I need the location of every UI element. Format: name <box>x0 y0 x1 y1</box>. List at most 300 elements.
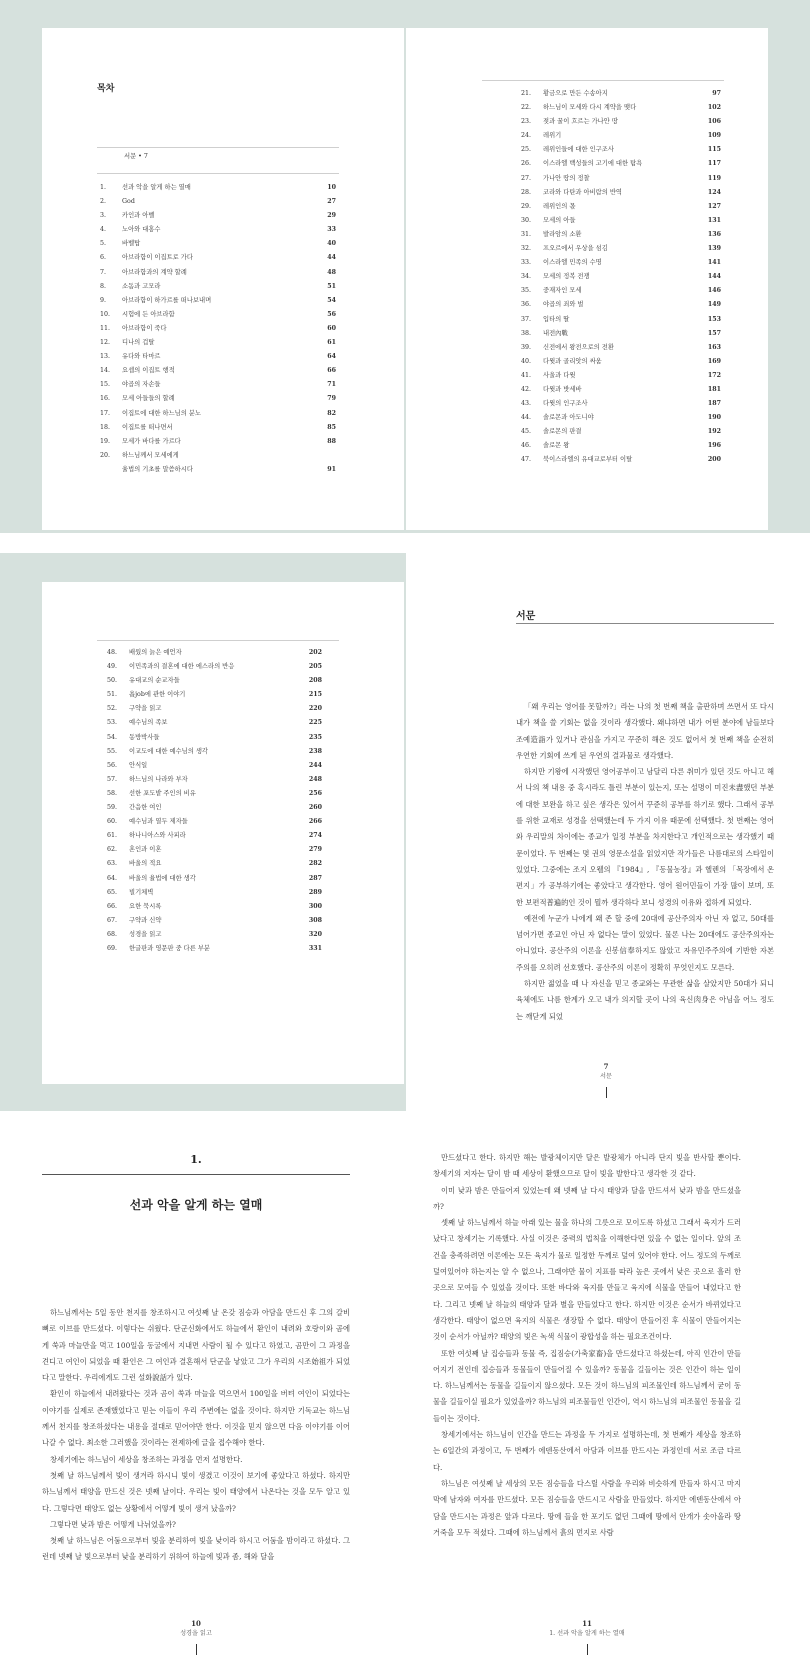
toc-entry-page: 97 <box>712 90 721 97</box>
toc-entry-page: 29 <box>327 212 336 220</box>
toc-entry-title: 중재자인 모세 <box>543 287 582 295</box>
chapter-page-right <box>405 1118 810 1668</box>
paragraph: 「왜 우리는 영어를 못할까?」라는 나의 첫 번째 책을 출판하며 쓰면서 또 다시 내가 책을 쓸 기회는 없을 것이라 생각했다. 왜냐하면 내가 어떤 분야에 남들보다 조예造詣가 있거나 관심을 가지고 꾸준히 해온 것도 없어서 첫 번째 책을 순전히 우연한 기회에 쓰게 된 우연의 결과물로 생각했다. <box>516 702 774 760</box>
toc-entry-number: 9. <box>100 296 107 304</box>
toc-entry-title: 발라암의 소환 <box>543 230 582 238</box>
toc-entry-number: 2. <box>100 198 107 206</box>
toc-entry-title: 하나니아스와 사피라 <box>129 832 186 840</box>
preface-heading: 서문 <box>516 611 536 622</box>
toc-entry-number: 42. <box>521 385 532 393</box>
toc-entry-title: 입타의 딸 <box>543 315 570 323</box>
toc-entry-title: 다윗의 인구조사 <box>543 400 588 408</box>
toc-entry-page: 181 <box>707 385 721 393</box>
toc-entry-title: 선과 악을 알게 하는 열매 <box>122 184 191 191</box>
toc-entry-title: 아브라함과의 계약 할례 <box>122 268 187 276</box>
toc-entry-page: 169 <box>707 357 721 365</box>
toc-entry-number: 20. <box>100 451 111 459</box>
toc-entry-page: 196 <box>707 442 721 450</box>
toc-entry-page: 106 <box>707 118 721 126</box>
toc-entry-page: 91 <box>327 465 336 473</box>
paragraph: 창세기에는 하느님이 세상을 창조하는 과정을 먼저 설명한다. <box>50 1454 243 1464</box>
toc-entry-page: 61 <box>327 339 336 347</box>
toc-entry-title: 코라와 다탄과 아비람의 반역 <box>543 188 622 196</box>
toc-entry-title: 야곱의 죄와 벌 <box>543 301 584 309</box>
chapter-body-left <box>42 1305 350 1566</box>
toc-entry-number: 57. <box>107 775 118 783</box>
toc-entry-page: 163 <box>707 343 721 351</box>
chapter-page-left <box>0 1118 405 1668</box>
toc-entry[interactable] <box>107 787 322 801</box>
toc-entry-title: 한글판과 영문판 중 다른 부분 <box>129 944 210 952</box>
toc-entry-number: 7. <box>100 268 107 276</box>
toc-entry-title: 구약과 신약 <box>129 916 162 924</box>
toc-entry-number: 63. <box>107 860 118 868</box>
toc-entry-title: 욥job에 관한 이야기 <box>129 691 186 699</box>
paragraph: 첫째 날 하느님께서 빛이 생겨라 하시니 빛이 생겼고 이것이 보기에 좋았다고 하셨다. 하지만 하느님께서 태양을 만드신 것은 넷째 날이다. 우리는 빛이 태양에서 나온다는 것을 모두 알고 있다. 그렇다면 태양도 없는 상황에서 어떻게 빛이 생겨 났을까? <box>42 1470 350 1513</box>
toc-entry-page: 279 <box>308 846 322 854</box>
toc-entry[interactable] <box>100 421 336 435</box>
toc-entry[interactable] <box>521 369 721 383</box>
toc-entry-title: 레위인의 몫 <box>543 202 576 210</box>
toc-entry[interactable] <box>521 214 721 228</box>
toc-entry-number: 36. <box>521 301 532 309</box>
toc-entry-number: 52. <box>107 705 118 713</box>
toc-entry-page: 102 <box>707 104 721 112</box>
toc-entry-page: 27 <box>327 198 336 206</box>
running-header: 서문 <box>600 1073 612 1080</box>
toc-entry-number: 4. <box>100 226 107 234</box>
toc-entry[interactable] <box>100 449 336 463</box>
toc-title: 목차 <box>97 84 115 94</box>
toc-entry[interactable] <box>107 759 322 773</box>
right-folio <box>517 1618 657 1655</box>
toc-entry-page: 220 <box>308 705 322 713</box>
toc-entry-page: 33 <box>327 226 336 234</box>
toc-entry[interactable] <box>100 378 336 392</box>
toc-entry-page: 187 <box>707 400 721 408</box>
toc-entry[interactable] <box>521 284 721 298</box>
toc-entry[interactable] <box>100 223 336 237</box>
toc-entry[interactable] <box>107 886 322 900</box>
toc-entry-page: 139 <box>707 245 721 253</box>
toc-entry-number: 21. <box>521 90 532 97</box>
toc-entry-page: 79 <box>327 395 336 403</box>
toc-entry[interactable] <box>107 857 322 871</box>
toc-entry-page: 282 <box>308 860 322 868</box>
toc-entry-title: 아브라함이 죽다 <box>122 324 167 332</box>
toc-entry-page: 71 <box>327 381 336 389</box>
toc-entry-number: 47. <box>521 456 532 464</box>
toc-entry[interactable] <box>107 801 322 815</box>
toc-entry-number: 5. <box>100 240 107 248</box>
toc-entry[interactable] <box>521 411 721 425</box>
toc-entry-title: 성경을 읽고 <box>129 930 162 938</box>
toc-entry[interactable] <box>107 646 322 660</box>
toc-entry[interactable] <box>521 341 721 355</box>
toc-entry-title: 솔로몬과 아도니야 <box>543 414 594 422</box>
folio-tick <box>606 1087 607 1098</box>
toc-entry-title: 하느님의 나라와 부자 <box>129 775 188 783</box>
toc-entry-title: 바울의 적요 <box>129 860 162 868</box>
chapter-title: 선과 악을 알게 하는 열매 <box>129 1198 263 1212</box>
toc-entry[interactable] <box>521 143 721 157</box>
toc-entry[interactable] <box>100 463 336 477</box>
toc-page-right <box>406 28 768 530</box>
toc-entry[interactable] <box>100 364 336 378</box>
toc-entry-number: 18. <box>100 423 111 431</box>
toc-entry-number: 55. <box>107 747 118 755</box>
toc-entry-title: 간음한 여인 <box>129 804 162 812</box>
paragraph: 이미 낮과 밤은 만들어져 있었는데 왜 넷째 날 다시 태양과 달을 만드셔서 낮과 밤을 만드셨을까? <box>433 1185 741 1211</box>
toc-entry-page: 208 <box>308 677 322 685</box>
toc-entry-title: 이집트에 대한 하느님의 분노 <box>122 409 201 417</box>
toc-entry[interactable] <box>521 242 721 256</box>
toc-preface-label: 서문 • 7 <box>124 153 148 160</box>
toc-entry-number: 48. <box>107 649 118 656</box>
toc-entry-number: 64. <box>107 874 118 882</box>
toc-entry-number: 33. <box>521 259 532 267</box>
toc-entry-page: 202 <box>308 649 322 656</box>
toc-entry-number: 24. <box>521 132 532 140</box>
toc-entry-title: 프오르에서 우상을 섬김 <box>543 245 608 253</box>
toc-entry-page: 51 <box>327 282 336 290</box>
toc-entry[interactable] <box>100 280 336 294</box>
toc-entry-number: 44. <box>521 414 532 422</box>
toc-entry[interactable] <box>521 355 721 369</box>
toc-entry-number: 58. <box>107 789 118 797</box>
toc-list-left <box>100 181 336 477</box>
toc-entry[interactable] <box>100 266 336 280</box>
toc-entry-title: 모세 아들들의 할례 <box>122 395 175 403</box>
toc-entry[interactable] <box>100 251 336 265</box>
toc-entry-number: 68. <box>107 930 118 938</box>
toc-entry[interactable] <box>521 298 721 312</box>
page-number: 7 <box>603 1062 609 1071</box>
toc-entry-page: 248 <box>308 775 322 783</box>
preface-body <box>516 699 774 1025</box>
toc-entry-title: 이집트를 떠나면서 <box>122 423 173 431</box>
toc-entry[interactable] <box>521 439 721 453</box>
toc-entry-page: 88 <box>327 437 336 445</box>
toc-entry-number: 45. <box>521 428 532 436</box>
toc-entry[interactable] <box>100 392 336 406</box>
toc-entry-number: 50. <box>107 677 118 685</box>
toc-entry-title: 모세의 정복 전쟁 <box>543 273 590 281</box>
toc-entry-page: 144 <box>707 273 721 281</box>
toc-entry-page: 260 <box>308 804 322 812</box>
toc-entry-title: 솔로몬 왕 <box>543 442 570 450</box>
toc-entry-page: 192 <box>707 428 721 436</box>
chapter-rule <box>42 1174 350 1175</box>
toc-entry[interactable] <box>521 228 721 242</box>
running-header: 성경을 읽고 <box>180 1630 212 1637</box>
toc-entry[interactable] <box>107 731 322 745</box>
toc-entry[interactable] <box>107 900 322 914</box>
toc-preface-entry[interactable] <box>124 150 314 164</box>
toc-entry-title: 젖과 꿀이 흐르는 가나안 땅 <box>543 118 618 126</box>
toc-entry-title: 북이스라엘의 유대교로부터 이탈 <box>543 456 633 464</box>
toc-entry-page: 124 <box>707 188 721 196</box>
toc-entry-page: 127 <box>707 202 721 210</box>
toc-entry-page: 300 <box>308 902 322 910</box>
paragraph: 하느님은 여섯째 날 세상의 모든 짐승들을 다스릴 사람을 우리와 비슷하게 만들자 하시고 마지막에 남자와 여자를 만드셨다. 모든 짐승들을 만드시고 사람을 만들었다. 하지만 에덴동산에서 아담을 만드시는 과정은 앞과 다르다. 땅에 들을 한 포기도 없던 그때에 땅에서 안개가 솟아올라 땅거죽을 모두 적셨다. 그때에 하느님께서 흙의 먼지로 사람 <box>433 1478 741 1537</box>
toc-entry-number: 69. <box>107 944 118 952</box>
toc-entry[interactable] <box>107 914 322 928</box>
toc-entry-title: 이교도에 대한 예수님의 생각 <box>129 747 208 755</box>
toc-entry[interactable] <box>521 425 721 439</box>
toc-entry[interactable] <box>100 435 336 449</box>
toc-entry-page: 146 <box>707 287 721 295</box>
toc-entry-number: 30. <box>521 216 532 224</box>
chapter-number: 1. <box>190 1153 202 1166</box>
toc-entry-number: 49. <box>107 663 118 671</box>
toc-entry[interactable] <box>100 181 336 195</box>
toc-divider <box>97 147 339 148</box>
toc-entry-number: 16. <box>100 395 111 403</box>
toc-entry[interactable] <box>521 129 721 143</box>
toc-entry-page: 141 <box>707 259 721 267</box>
toc-entry-number: 22. <box>521 104 532 112</box>
paragraph: 셋째 날 하느님께서 하늘 아래 있는 물을 하나의 그릇으로 모이도록 하셨고 그래서 육지가 드러났다고 창세기는 기록했다. 사실 이것은 중력의 법칙을 이해한다면 있을 수 없는 일이다. 앞의 조건을 충족하려면 이론에는 모든 육지가 물로 일정한 두께로 덮여 있어야 한다. 어느 정도의 두께로 덮여있어야 하는지는 알 수 없으나, 그래야만 물이 지표를 따라 높은 곳에서 낮은 곳으로 흘러 한 곳으로 모여들 수 있었을 것이다. 또한 바다와 육지를 만들고 육지에 식물을 만들어 내었다고 한다. 그리고 넷째 날 하늘의 태양과 달과 별을 만들었다고 한다. 하지만 이것은 순서가 바뀌었다고 생각한다. 태양이 없으면 육지의 식물은 생장할 수 없다. 태양이 만들어진 후 식물이 만들어지는 것이 순서가 아닐까? 태양의 빛은 녹색 식물이 광합성을 하는 필요조건이다. <box>433 1218 741 1342</box>
toc-entry-page: 289 <box>308 888 322 896</box>
toc-entry-number: 1. <box>100 184 107 191</box>
toc-entry-number: 23. <box>521 118 532 126</box>
preface-heading-rule <box>516 623 774 624</box>
toc-entry[interactable] <box>521 87 721 101</box>
toc-entry-page: 40 <box>327 240 336 248</box>
chapter-body-right <box>433 1150 741 1541</box>
toc-entry-number: 51. <box>107 691 118 699</box>
toc-entry-number: 26. <box>521 160 532 168</box>
toc-entry[interactable] <box>107 674 322 688</box>
toc-entry-page: 200 <box>707 456 721 464</box>
toc-entry[interactable] <box>107 745 322 759</box>
toc-entry-number: 40. <box>521 357 532 365</box>
toc-entry-number: 61. <box>107 832 118 840</box>
toc-entry-title: God <box>122 198 135 206</box>
toc-entry[interactable] <box>521 270 721 284</box>
paragraph: 첫째 날 하느님은 어둠으로부터 빛을 분리하여 빛을 낮이라 하시고 어둠을 밤이라고 하셨다. 그런데 넷째 날 빛으로부터 낮을 분리하기 위하여 하늘에 빛과 좀, 해와 달을 <box>42 1536 350 1562</box>
toc-divider <box>482 80 724 81</box>
toc-entry-page: 266 <box>308 818 322 826</box>
toc-entry-page: 82 <box>327 409 336 417</box>
toc-entry-page: 54 <box>327 296 336 304</box>
toc-entry-title: 솔로몬의 판결 <box>543 428 582 436</box>
paragraph: 그렇다면 낮과 밤은 어떻게 나뉘었을까? <box>50 1519 176 1529</box>
toc-entry-title: 배웠의 늙은 예언자 <box>129 649 182 656</box>
toc-entry[interactable] <box>100 209 336 223</box>
toc-entry-title: 하느님께서 모세에게 <box>122 451 179 459</box>
toc-entry-title: 예수님의 족보 <box>129 719 168 727</box>
toc-entry[interactable] <box>107 702 322 716</box>
running-header: 1. 선과 악을 알게 하는 열매 <box>549 1630 625 1637</box>
toc-entry[interactable] <box>100 294 336 308</box>
toc-entry-number: 41. <box>521 371 532 379</box>
toc-entry-page: 153 <box>707 315 721 323</box>
paragraph: 하느님께서는 5일 동안 천지를 창조하시고 여섯째 날 온갖 짐승과 아담을 만드신 후 그의 갈비뼈로 이브를 만드셨다. 이렇다는 쉬웠다. 단군신화에서도 하늘에서 환인이 내려와 호랑이와 곰에게 쑥과 마늘만을 먹고 100일을 동굴에서 지내면 사람이 될 수 있다고 하였고, 곰만이 그 과정을 견디고 여인이 되었을 때 환인은 그 여인과 결혼해서 단군을 낳았고 그가 우리의 시조始祖가 되었다고 말한다. 우리에게도 그런 설화說話가 있다. <box>42 1308 350 1383</box>
toc-entry[interactable] <box>107 773 322 787</box>
toc-entry-page: 157 <box>707 329 721 337</box>
toc-entry-page: 320 <box>308 930 322 938</box>
toc-entry-page: 287 <box>308 874 322 882</box>
toc-entry[interactable] <box>100 350 336 364</box>
toc-entry-page: 115 <box>707 146 721 154</box>
toc-entry[interactable] <box>107 843 322 857</box>
toc-page-left <box>42 28 404 530</box>
toc-entry-number: 13. <box>100 353 111 361</box>
toc-entry-title: 요셉의 이집트 행적 <box>122 367 175 375</box>
toc-entry-title: 유다와 타마르 <box>122 353 161 361</box>
toc-entry[interactable] <box>521 101 721 115</box>
toc-entry[interactable] <box>521 157 721 171</box>
toc-entry-page: 190 <box>707 414 721 422</box>
toc-entry[interactable] <box>100 195 336 209</box>
folio-tick <box>196 1644 197 1655</box>
toc-entry-title: 레위인들에 대한 인구조사 <box>543 146 614 154</box>
toc-entry-title: 동방박사들 <box>129 733 160 741</box>
toc-entry-page: 172 <box>707 371 721 379</box>
paragraph: 환인이 하늘에서 내려왔다는 것과 곰이 쑥과 마늘을 먹으면서 100일을 버텨 여인이 되었다는 이야기를 실제로 존재했었다고 믿는 이들이 우리 주변에는 없을 것이다. 하지만 기독교는 하느님께서 천지를 창조하셨다는 내용을 절대로 믿어야만 한다. 이것을 믿지 않으면 다음 이야기를 이어 나갈 수 없다. 최소한 그러했을 것이라는 전제하에 글을 접수해야 한다. <box>42 1389 350 1448</box>
toc-entry[interactable] <box>107 872 322 886</box>
toc-entry-title: 소돔과 고모라 <box>122 282 161 290</box>
toc-entry-title: 유대교의 순교자들 <box>129 677 180 685</box>
paragraph: 하지만 기왕에 시작했던 영어공부이고 남달리 다른 취미가 있던 것도 아니고 해서 나의 책 내용 중 혹시라도 틀린 부분이 있는지, 또는 설명이 미진未盡했던 부분에 대한 보완을 하고 싶은 생각은 있어서 꾸준히 공부를 하기로 했다. 그래서 공부를 위한 교재로 성경을 선택했는데 두 가지 이유 때문에 선택했다. 첫 번째는 영어와 우리말의 차이에는 종교가 일정 부분을 차지한다고 개인적으로는 생각했기 때문이었다. 두 번째는 몇 권의 영문소설을 읽었지만 작가들은 나름대로의 스타일이 있었다. 그중에는 조지 오웰의 『1984』, 『동물농장』과 헬렌의 「목장에서 온 편지」가 공부하기에는 좋았다고 생각한다. 영어 원어민들이 가장 많이 보며, 또한 보편적普遍的인 것이 뭘까 생각하다 보니 성경의 이유와 접하게 되었다. <box>516 767 774 907</box>
toc-entry[interactable] <box>521 327 721 341</box>
toc-entry[interactable] <box>521 172 721 186</box>
toc-entry-number: 25. <box>521 146 532 154</box>
toc-entry-title: 하느님이 모세와 다시 계약을 맺다 <box>543 104 637 112</box>
toc-entry-number: 39. <box>521 343 532 351</box>
toc-entry-number: 14. <box>100 367 111 375</box>
toc-entry-number: 29. <box>521 202 532 210</box>
toc-list-right <box>521 87 721 468</box>
toc-entry[interactable] <box>521 256 721 270</box>
toc-entry-title: 이민족과의 결혼에 대한 에스라의 반응 <box>129 663 235 671</box>
toc-entry-title: 이스라엘 민족의 수명 <box>543 259 602 267</box>
toc-entry[interactable] <box>107 829 322 843</box>
toc-entry[interactable] <box>100 407 336 421</box>
toc-entry[interactable] <box>107 942 322 956</box>
toc-entry[interactable] <box>107 688 322 702</box>
toc-entry[interactable] <box>107 815 322 829</box>
toc-entry-number: 67. <box>107 916 118 924</box>
toc-entry-page: 44 <box>327 254 336 262</box>
toc-entry-page: 244 <box>308 761 322 769</box>
toc-entry-title: 모세의 아들 <box>543 216 576 224</box>
folio-tick <box>587 1644 588 1655</box>
toc-entry-number: 15. <box>100 381 111 389</box>
toc-entry-number: 8. <box>100 282 107 290</box>
toc-entry-title: 혼인과 이혼 <box>129 846 162 854</box>
toc-entry-title: 안식일 <box>129 761 148 769</box>
toc-entry-page: 274 <box>308 832 322 840</box>
toc-divider <box>97 640 339 641</box>
toc-entry-page: 56 <box>327 310 336 318</box>
toc-entry-page: 85 <box>327 423 336 431</box>
toc-entry[interactable] <box>521 186 721 200</box>
toc-entry[interactable] <box>107 660 322 674</box>
toc-page-continued <box>42 582 404 1084</box>
toc-entry-number: 35. <box>521 287 532 295</box>
toc-entry[interactable] <box>521 453 721 467</box>
toc-entry-title: 아브라함이 이집트로 가다 <box>122 254 193 262</box>
toc-entry-number: 17. <box>100 409 111 417</box>
toc-entry[interactable] <box>521 115 721 129</box>
toc-entry-page: 66 <box>327 367 336 375</box>
toc-entry-page: 205 <box>308 663 322 671</box>
toc-entry-page: 149 <box>707 301 721 309</box>
toc-entry-number: 38. <box>521 329 532 337</box>
toc-entry-page: 136 <box>707 230 721 238</box>
toc-entry-title: 사울과 다윗 <box>543 371 576 379</box>
toc-entry-number: 59. <box>107 804 118 812</box>
toc-entry[interactable] <box>107 716 322 730</box>
toc-entry-number: 27. <box>521 174 532 182</box>
toc-entry-number: 32. <box>521 245 532 253</box>
paragraph: 또한 여섯째 날 집승들과 동물 즉, 집짐승(가축家畜)을 만드셨다고 하셨는데, 아직 인간이 만들어지기 전인데 집승들과 동물들이 만들어질 수 있을까? 동물을 길들이는 것은 인간이 하는 일이다. 하느님께서는 동물을 길들이지 않으셨다. 모든 것이 하느님의 피조물인데 하느님께서 굳이 동물을 길들이실 필요가 있었을까? 하느님의 피조물들인 인간이, 역시 하느님의 피조물인 동물을 길들이는 것이다. <box>433 1348 741 1423</box>
toc-entry-number: 37. <box>521 315 532 323</box>
paragraph: 예전에 누군가 나에게 왜 존 할 중에 20대에 공산주의자 아닌 자 없고, 50대를 넘어가면 종교인 아닌 자 없다는 말이 있었다. 물론 나는 20대에도 공산주의자는 아니었다. 공산주의 이론을 신봉信奉하지도 않았고 자유민주주의에 기반한 자본주의를 오히려 선호했다. 공산주의 이론이 정확히 무엇인지도 모른다. <box>516 913 774 972</box>
toc-entry-number: 10. <box>100 310 111 318</box>
toc-entry[interactable] <box>521 397 721 411</box>
paragraph: 창세기에서는 하느님이 인간을 만드는 과정을 두 가지로 설명하는데, 첫 번째가 세상을 창조하는 6일간의 과정이고, 두 번째가 에덴동산에서 아담과 이브를 만드시는 과정인데 서로 조금 다르다. <box>433 1430 741 1472</box>
left-folio <box>146 1618 246 1655</box>
toc-entry[interactable] <box>100 237 336 251</box>
toc-entry-title: 황금으로 만든 수송아지 <box>543 90 608 97</box>
toc-entry[interactable] <box>100 308 336 322</box>
toc-entry-title: 가나안 땅의 정찰 <box>543 174 590 182</box>
toc-entry-number: 53. <box>107 719 118 727</box>
toc-entry-page: 256 <box>308 789 322 797</box>
toc-entry-number: 60. <box>107 818 118 826</box>
toc-entry-number: 56. <box>107 761 118 769</box>
toc-entry[interactable] <box>521 313 721 327</box>
toc-divider <box>97 173 339 174</box>
toc-entry-number: 46. <box>521 442 532 450</box>
toc-entry-page: 238 <box>308 747 322 755</box>
toc-entry-title: 율법의 기초를 말씀하시다 <box>122 465 193 473</box>
toc-entry-page: 117 <box>707 160 721 168</box>
toc-entry[interactable] <box>100 336 336 350</box>
preface-folio <box>556 1061 656 1098</box>
toc-entry[interactable] <box>107 928 322 942</box>
toc-entry-number: 28. <box>521 188 532 196</box>
toc-entry-number: 34. <box>521 273 532 281</box>
toc-entry[interactable] <box>521 200 721 214</box>
toc-entry[interactable] <box>521 383 721 397</box>
preface-page <box>406 553 810 1111</box>
toc-entry-page: 331 <box>308 944 322 952</box>
toc-entry-title: 야곱의 자손들 <box>122 381 161 389</box>
toc-entry-title: 신전에서 왕전으로의 전환 <box>543 343 614 351</box>
toc-entry-title: 모세가 바다를 가르다 <box>122 437 181 445</box>
paragraph: 하지만 젊었을 때 나 자신을 믿고 종교와는 무관한 삶을 살았지만 50대가 되니 육체에도 나름 한계가 오고 내가 의지할 곳이 나의 육신肉身은 아님을 어느 정도는 깨닫게 되었 <box>516 979 774 1021</box>
toc-entry-number: 43. <box>521 400 532 408</box>
page-number: 10 <box>191 1619 201 1628</box>
toc-entry-title: 예수님과 열두 제자들 <box>129 818 188 826</box>
toc-entry-number: 62. <box>107 846 118 854</box>
toc-entry-title: 바울의 율법에 대한 생각 <box>129 874 196 882</box>
toc-entry-title: 다윗과 밧세바 <box>543 385 582 393</box>
toc-entry-title: 선한 포도밭 주인의 비유 <box>129 789 196 797</box>
paragraph: 만드셨다고 한다. 하지만 해는 발광체이지만 달은 발광체가 아니라 단지 빛을 반사할 뿐이다. 창세기의 저자는 달이 밤 때 세상이 환했으므로 달이 빛을 발한다고 생각한 것 같다. <box>433 1153 741 1179</box>
toc-entry-number: 66. <box>107 902 118 910</box>
toc-entry-number: 6. <box>100 254 107 262</box>
toc-entry-number: 12. <box>100 339 111 347</box>
page-number: 11 <box>582 1619 592 1628</box>
toc-entry[interactable] <box>100 322 336 336</box>
toc-entry-title: 레위기 <box>543 132 562 140</box>
